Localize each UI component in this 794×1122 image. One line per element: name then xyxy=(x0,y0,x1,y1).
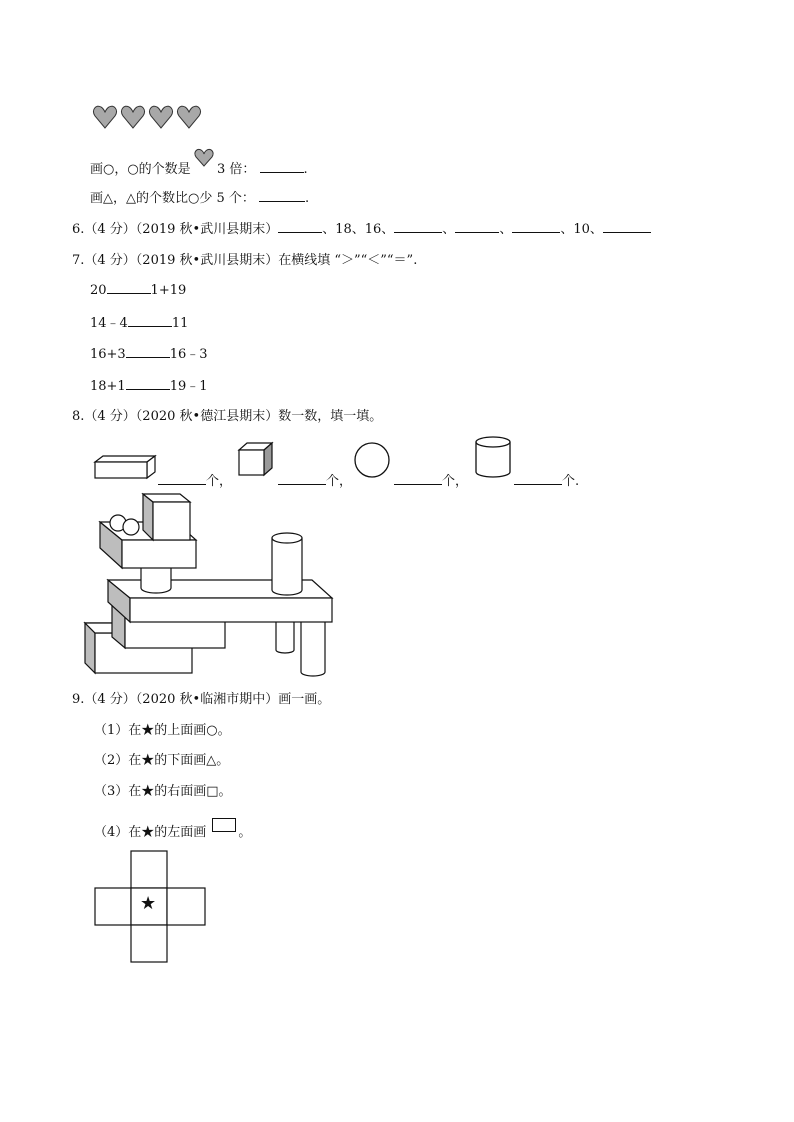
expr-right: 16﹣3 xyxy=(169,347,208,362)
heart-icon xyxy=(122,106,145,128)
answer-blank[interactable] xyxy=(126,345,170,358)
grid-cell-right[interactable] xyxy=(167,888,205,925)
cube-block xyxy=(143,494,190,540)
q9-item: （3）在★的右面画□。 xyxy=(94,784,232,799)
cylinder-icon xyxy=(476,437,510,477)
period: . xyxy=(305,191,310,206)
answer-blank[interactable] xyxy=(394,472,442,485)
grid-cell-left[interactable] xyxy=(95,888,131,925)
rectangle-icon xyxy=(212,818,236,832)
heart-icon xyxy=(178,106,201,128)
q6-item: 、 xyxy=(499,222,513,237)
sphere-icon xyxy=(355,443,389,477)
q7-row xyxy=(90,312,188,331)
q6-line xyxy=(72,218,651,237)
q9-item: （1）在★的上面画○。 xyxy=(94,723,231,738)
heart-icon xyxy=(94,106,117,128)
q8-answer xyxy=(158,470,232,489)
period: . xyxy=(303,162,308,177)
q8-answer xyxy=(394,470,468,489)
answer-blank[interactable] xyxy=(158,472,206,485)
answer-blank[interactable] xyxy=(455,220,499,233)
expr-left: 16+3 xyxy=(90,347,126,362)
hearts-row xyxy=(0,0,794,40)
expr-left: 20 xyxy=(90,283,107,298)
answer-blank[interactable] xyxy=(126,377,170,390)
answer-blank[interactable] xyxy=(260,160,304,173)
grid-cell-bottom[interactable] xyxy=(131,925,167,962)
unit-label: 个， xyxy=(206,474,233,489)
heart-icon xyxy=(195,149,213,167)
expr-right: 1+19 xyxy=(150,283,187,298)
block-structure-figure xyxy=(0,490,794,690)
cylinder-block xyxy=(141,565,171,593)
q7-row xyxy=(90,281,186,298)
grid-cell-top[interactable] xyxy=(131,851,167,888)
expr-right: 19﹣1 xyxy=(169,379,208,394)
unit-label: 个. xyxy=(562,474,580,489)
q5-line1-suffix: 3 倍： xyxy=(216,162,256,177)
cylinder-block xyxy=(276,620,325,676)
answer-blank[interactable] xyxy=(603,220,651,233)
q6-item: 、10、 xyxy=(560,222,603,237)
q5-line1 xyxy=(90,155,308,177)
q7-row xyxy=(90,375,208,394)
q8-answer xyxy=(514,470,579,489)
answer-blank[interactable] xyxy=(128,314,172,327)
unit-label: 个， xyxy=(326,474,353,489)
answer-blank[interactable] xyxy=(278,220,322,233)
q5-line1-prefix: 画○，○的个数是 xyxy=(90,162,191,177)
cross-grid xyxy=(0,845,794,975)
answer-blank[interactable] xyxy=(259,189,305,202)
q7-title: 7.（4 分）（2019 秋•武川县期末）在横线填 “＞”“＜”“＝”. xyxy=(72,253,418,268)
star-symbol: ★ xyxy=(140,893,157,914)
cylinder-block xyxy=(272,533,302,595)
answer-blank[interactable] xyxy=(514,472,562,485)
cube-icon xyxy=(239,443,272,475)
q9-title: 9.（4 分）（2020 秋•临湘市期中）画一画。 xyxy=(72,692,331,707)
expr-left: 18+1 xyxy=(90,379,126,394)
answer-blank[interactable] xyxy=(278,472,326,485)
answer-blank[interactable] xyxy=(107,281,151,294)
q7-row xyxy=(90,343,208,362)
unit-label: 个， xyxy=(442,474,469,489)
answer-blank[interactable] xyxy=(394,220,442,233)
q6-item: 、18、16、 xyxy=(322,222,395,237)
sphere-block xyxy=(123,519,139,535)
q6-prefix: 6.（4 分）（2019 秋•武川县期末） xyxy=(72,222,279,237)
cuboid-icon xyxy=(95,456,155,478)
q9-item: （4）在★的左面画 xyxy=(94,825,207,840)
q8-answer xyxy=(278,470,352,489)
answer-blank[interactable] xyxy=(512,220,560,233)
expr-left: 14﹣4 xyxy=(90,316,128,331)
period: 。 xyxy=(238,825,252,840)
q9-item-4 xyxy=(94,818,251,840)
q8-title: 8.（4 分）（2020 秋•德江县期末）数一数，填一填。 xyxy=(72,409,383,424)
q5-line2-text: 画△，△的个数比○少 5 个： xyxy=(90,191,255,206)
q5-line2 xyxy=(90,187,309,206)
expr-right: 11 xyxy=(171,316,189,331)
heart-icon xyxy=(150,106,173,128)
q6-item: 、 xyxy=(442,222,456,237)
q9-item: （2）在★的下面画△。 xyxy=(94,753,230,768)
